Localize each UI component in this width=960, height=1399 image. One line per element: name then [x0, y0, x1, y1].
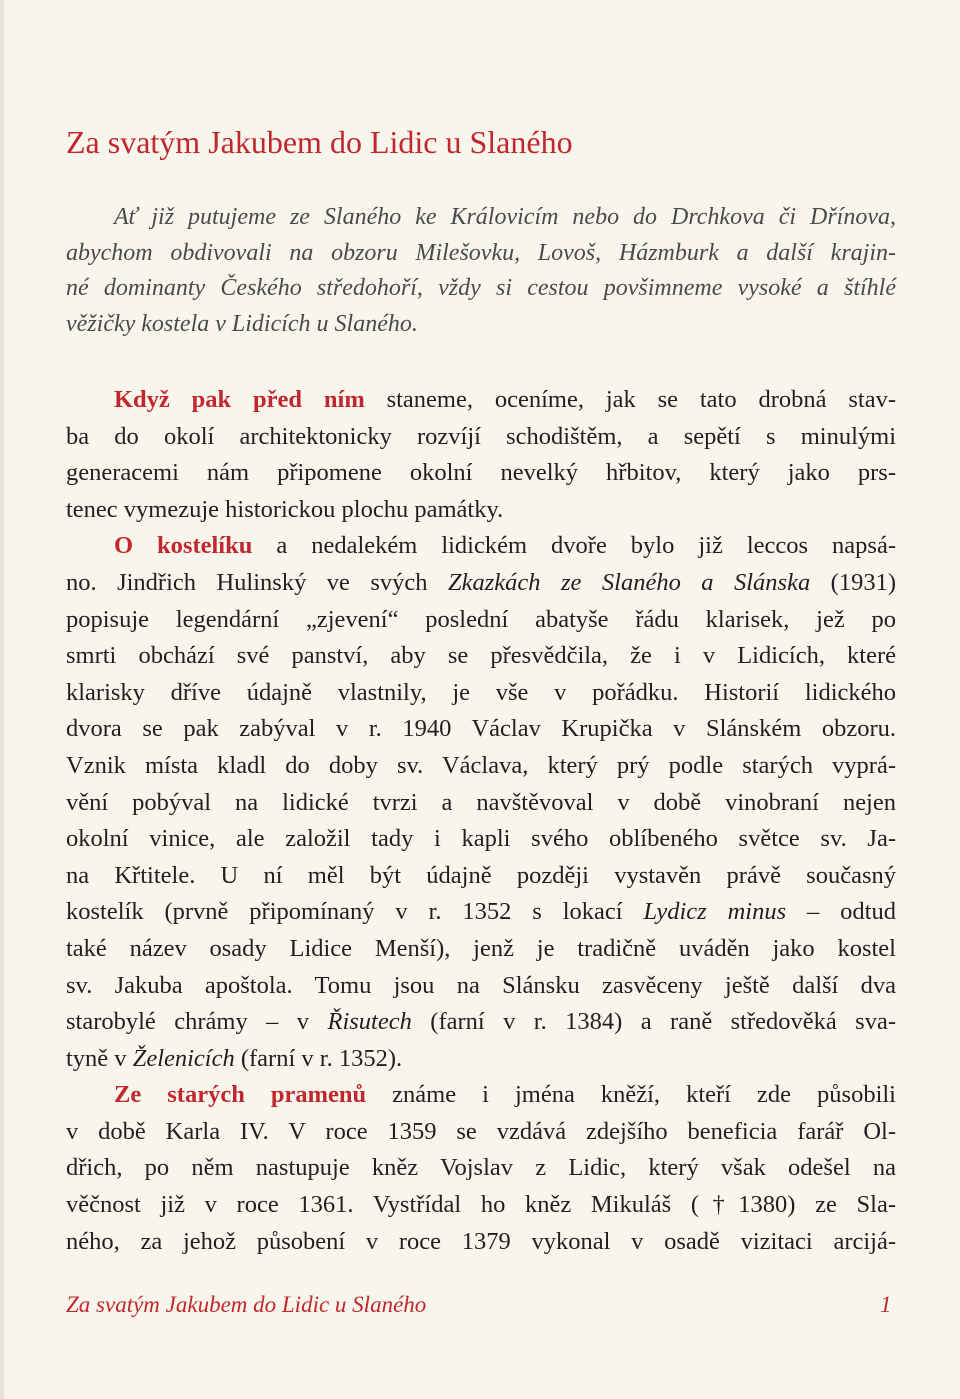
body-line	[66, 382, 896, 419]
place-name: Želenicích	[132, 1044, 235, 1072]
book-title: Zkazkách ze Slaného a Slánska	[448, 568, 811, 596]
body-line-text: a nedalekém lidickém dvoře bylo již leccos napsá-	[252, 532, 896, 560]
body-line-text: staneme, oceníme, jak se tato drobná stav-	[364, 386, 896, 413]
body-line: věčnost již v roce 1361. Vystřídal ho kněz Mikuláš (†1380) ze Sla-	[66, 1191, 896, 1219]
intro-line: abychom obdivovali na obzoru Milešovku, Lovoš, Házmburk a další krajin-	[66, 239, 896, 266]
body-line-text: – odtud	[786, 898, 896, 926]
body-line: okolní vinice, ale založil tady i kapli svého oblíbeného světce sv. Ja-	[66, 825, 896, 853]
paragraph-lead: O kostelíku	[114, 532, 253, 560]
body-line	[66, 894, 896, 931]
body-line	[66, 528, 896, 565]
body-line: na Křtitele. U ní měl být údajně později vystavěn právě současný	[66, 861, 896, 889]
running-footer-title: Za svatým Jakubem do Lidic u Slaného	[66, 1292, 427, 1317]
body-line: ného, za jehož působení v roce 1379 vykonal v osadě vizitaci arcijá-	[66, 1227, 896, 1255]
body-line-text: tyně v	[66, 1044, 133, 1072]
body-line: klarisky dříve údajně vlastnily, je vše v pořádku. Historií lidického	[66, 678, 896, 706]
body-line	[66, 1077, 896, 1114]
body-line: v době Karla IV. V roce 1359 se vzdává zdejšího beneficia farář Ol-	[66, 1117, 896, 1145]
body-line	[66, 1041, 896, 1078]
body-line: dřich, po něm nastupuje kněz Vojslav z Lidic, který však odešel na	[66, 1154, 896, 1182]
body-line: ba do okolí architektonicky rozvíjí schodištěm, a sepětí s minulými	[66, 422, 896, 450]
paragraph-lead: Ze starých pramenů	[114, 1081, 367, 1109]
body-line: smrti obchází své panství, aby se přesvědčila, že i v Lidicích, které	[66, 642, 896, 670]
body-line: dvora se pak zabýval v r. 1940 Václav Krupička v Slánském obzoru.	[66, 715, 896, 743]
body-line: tenec vymezuje historickou plochu památky.	[66, 495, 504, 523]
body-line-text: (farní v r. 1384) a raně středověká sva-	[411, 1008, 896, 1036]
intro-line: né dominanty Českého středohoří, vždy si cestou povšimneme vysoké a štíhlé	[66, 275, 896, 301]
body-line-text: kostelík (prvně připomínaný v r. 1352 s lokací	[66, 898, 644, 926]
body-line: Vznik místa kladl do doby sv. Václava, který prý podle starých vyprá-	[66, 751, 896, 779]
intro-paragraph	[66, 200, 896, 342]
intro-line: věžičky kostela v Lidicích u Slaného.	[66, 310, 418, 337]
body-text	[66, 382, 896, 1260]
body-line: sv. Jakuba apoštola. Tomu jsou na Slánsku zasvěceny ještě další dva	[66, 971, 896, 999]
body-line: vění pobýval na lidické tvrzi a navštěvoval v době vinobraní nejen	[66, 788, 896, 816]
body-line	[66, 565, 896, 602]
page-number: 1	[880, 1292, 892, 1317]
page-title: Za svatým Jakubem do Lidic u Slaného	[66, 124, 573, 160]
body-line: také název osady Lidice Menší), jenž je tradičně uváděn jako kostel	[66, 934, 896, 962]
page-edge	[0, 0, 4, 1399]
place-name: Řisutech	[327, 1008, 412, 1036]
intro-line: Ať již putujeme ze Slaného ke Královicím nebo do Drchkova či Dřínova,	[114, 204, 896, 230]
place-name: Lydicz minus	[643, 898, 787, 926]
body-line: generacemi nám připomene okolní nevelký hřbitov, který jako prs-	[66, 459, 896, 487]
body-line-text: no. Jindřich Hulinský ve svých	[66, 568, 449, 596]
body-line-text: (farní v r. 1352).	[234, 1044, 403, 1072]
body-line	[66, 1004, 896, 1041]
body-line-text: (1931)	[810, 568, 897, 596]
body-line-text: známe i jména kněží, kteří zde působili	[366, 1081, 896, 1109]
body-line-text: starobylé chrámy – v	[66, 1008, 328, 1036]
body-line: popisuje legendární „zjevení“ poslední abatyše řádu klarisek, jež po	[66, 605, 896, 633]
paragraph-lead: Když pak před ním	[114, 386, 365, 413]
